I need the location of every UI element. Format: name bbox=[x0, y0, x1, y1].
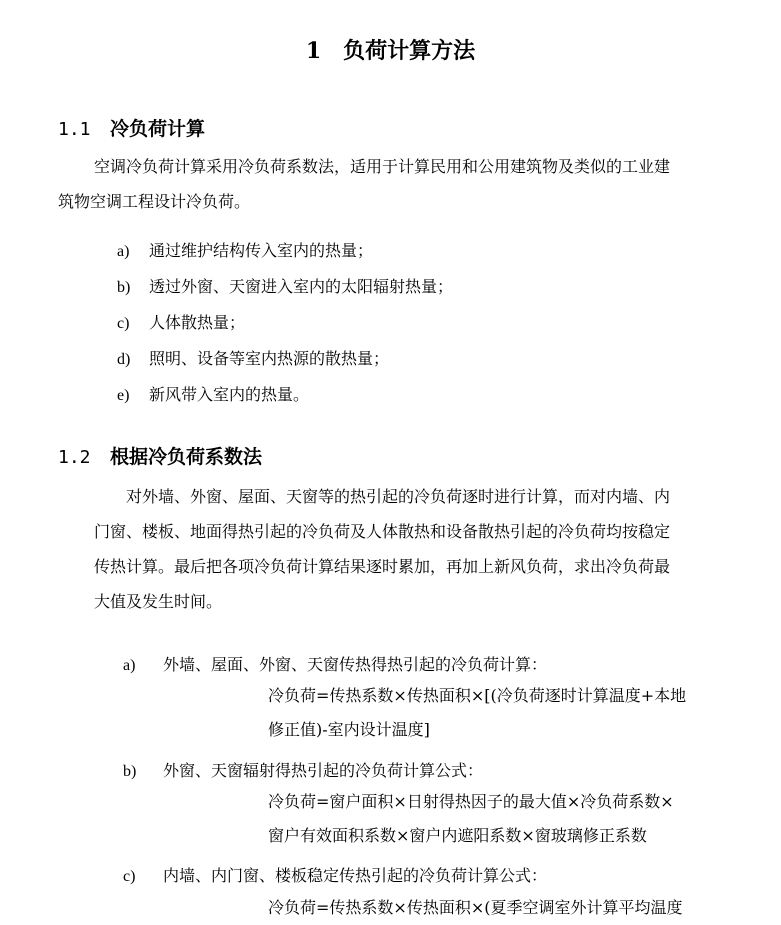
section-1-2-para-line-1: 对外墙、外窗、屋面、天窗等的热引起的冷负荷逐时进行计算，而对内墙、内 bbox=[126, 487, 671, 506]
formula-line: 修正值)-室内设计温度] bbox=[268, 720, 430, 739]
title-text: 负荷计算方法 bbox=[343, 38, 476, 64]
list-item: b) 外窗、天窗辐射得热引起的冷负荷计算公式： bbox=[123, 761, 484, 780]
list-item: d) 照明、设备等室内热源的散热量； bbox=[117, 349, 390, 368]
section-1-1-intro-line-2: 筑物空调工程设计冷负荷。 bbox=[58, 192, 251, 211]
section-1-1-intro-line-1: 空调冷负荷计算采用冷负荷系数法，适用于计算民用和公用建筑物及类似的工业建 bbox=[94, 157, 671, 176]
list-item: c) 内墙、内门窗、楼板稳定传热引起的冷负荷计算公式： bbox=[123, 866, 548, 885]
list-item: b) 透过外窗、天窗进入室内的太阳辐射热量； bbox=[117, 277, 454, 296]
section-number: 1.2 bbox=[58, 447, 91, 468]
formula-line: 冷负荷=传热系数×传热面积×(夏季空调室外计算平均温度 bbox=[268, 898, 683, 917]
formula-line: 冷负荷=传热系数×传热面积×[(冷负荷逐时计算温度+本地 bbox=[268, 686, 687, 705]
section-title: 根据冷负荷系数法 bbox=[110, 446, 263, 468]
section-1-2-heading bbox=[58, 442, 262, 469]
section-1-2-para-line-2: 门窗、楼板、地面得热引起的冷负荷及人体散热和设备散热引起的冷负荷均按稳定 bbox=[94, 522, 671, 541]
page-title bbox=[0, 34, 781, 65]
list-item: e) 新风带入室内的热量。 bbox=[117, 385, 310, 404]
list-item: c) 人体散热量； bbox=[117, 313, 246, 332]
section-1-1-heading bbox=[58, 114, 205, 141]
list-item: a) 外墙、屋面、外窗、天窗传热得热引起的冷负荷计算： bbox=[123, 655, 548, 674]
title-number: 1 bbox=[305, 38, 322, 64]
section-1-2-para-line-4: 大值及发生时间。 bbox=[94, 592, 223, 611]
section-1-2-para-line-3: 传热计算。最后把各项冷负荷计算结果逐时累加，再加上新风负荷，求出冷负荷最 bbox=[94, 557, 671, 576]
formula-line: 窗户有效面积系数×窗户内遮阳系数×窗玻璃修正系数 bbox=[268, 826, 647, 845]
formula-line: 冷负荷=窗户面积×日射得热因子的最大值×冷负荷系数× bbox=[268, 792, 674, 811]
section-title: 冷负荷计算 bbox=[110, 118, 206, 140]
section-number: 1.1 bbox=[58, 119, 91, 140]
list-item: a) 通过维护结构传入室内的热量； bbox=[117, 241, 374, 260]
